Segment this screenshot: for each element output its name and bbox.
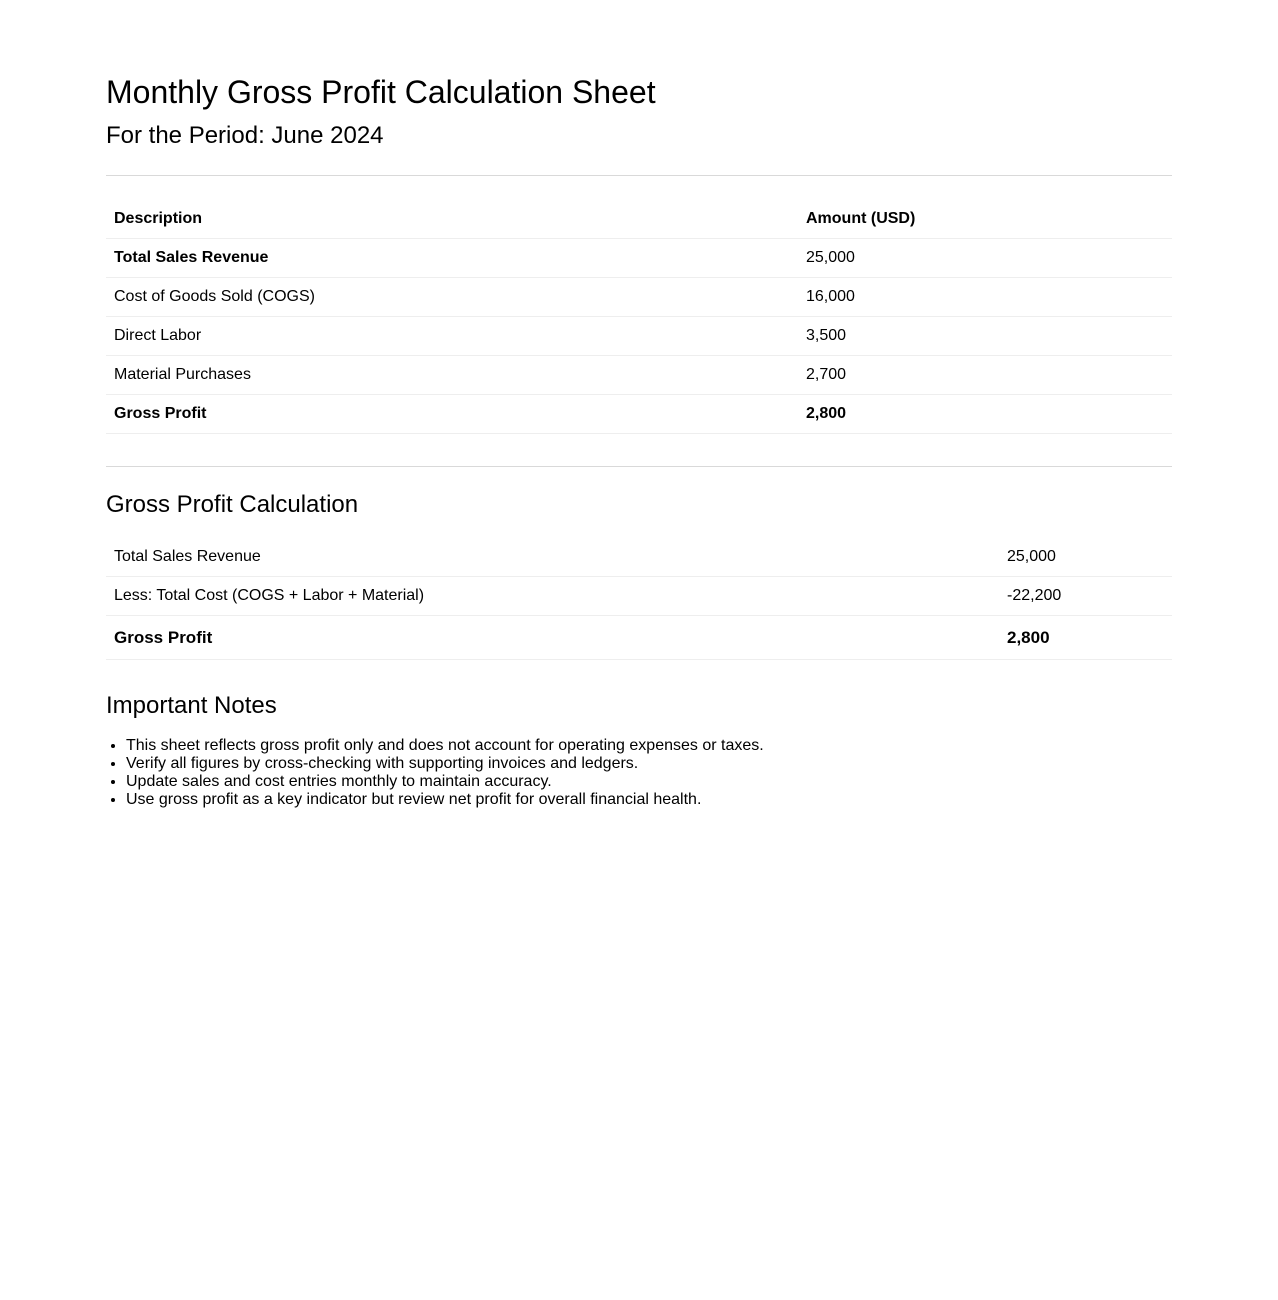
list-item: • Update sales and cost entries monthly to maintain accuracy. [126,773,1172,791]
calc-label: Less: Total Cost (COGS + Labor + Material) [106,577,999,616]
list-item: • This sheet reflects gross profit only and does not account for operating expenses or taxes. [126,737,1172,755]
column-header-amount: Amount (USD) [798,199,1172,239]
summary-table [106,199,1172,434]
calculation-table [106,538,1172,660]
row-amount: 2,700 [798,356,1172,395]
column-header-description: Description [106,199,798,239]
calc-value: 25,000 [999,538,1172,577]
row-description: Material Purchases [106,356,798,395]
divider [106,175,1172,176]
list-item: • Use gross profit as a key indicator but review net profit for overall financial health. [126,791,1172,809]
table-header-row [106,199,1172,239]
row-description: Gross Profit [106,395,798,434]
list-item: • Verify all figures by cross-checking with supporting invoices and ledgers. [126,755,1172,773]
calc-label: Gross Profit [106,616,999,660]
table-row [106,356,1172,395]
row-description: Cost of Goods Sold (COGS) [106,278,798,317]
calculation-section-title: Gross Profit Calculation [106,491,359,518]
notes-section-title: Important Notes [106,692,277,719]
document-page [106,0,1172,809]
table-row [106,239,1172,278]
calc-label: Total Sales Revenue [106,538,999,577]
row-amount: 25,000 [798,239,1172,278]
calc-row [106,538,1172,577]
period-subtitle: For the Period: June 2024 [106,122,384,149]
calc-value: -22,200 [999,577,1172,616]
table-row-total [106,395,1172,434]
row-description: Direct Labor [106,317,798,356]
calc-value: 2,800 [999,616,1172,660]
table-row [106,278,1172,317]
calc-row-total [106,616,1172,660]
calc-row [106,577,1172,616]
divider [106,466,1172,467]
page-title: Monthly Gross Profit Calculation Sheet [106,74,656,110]
notes-list [106,737,1172,809]
row-description: Total Sales Revenue [106,239,798,278]
table-row [106,317,1172,356]
row-amount: 2,800 [798,395,1172,434]
row-amount: 16,000 [798,278,1172,317]
row-amount: 3,500 [798,317,1172,356]
